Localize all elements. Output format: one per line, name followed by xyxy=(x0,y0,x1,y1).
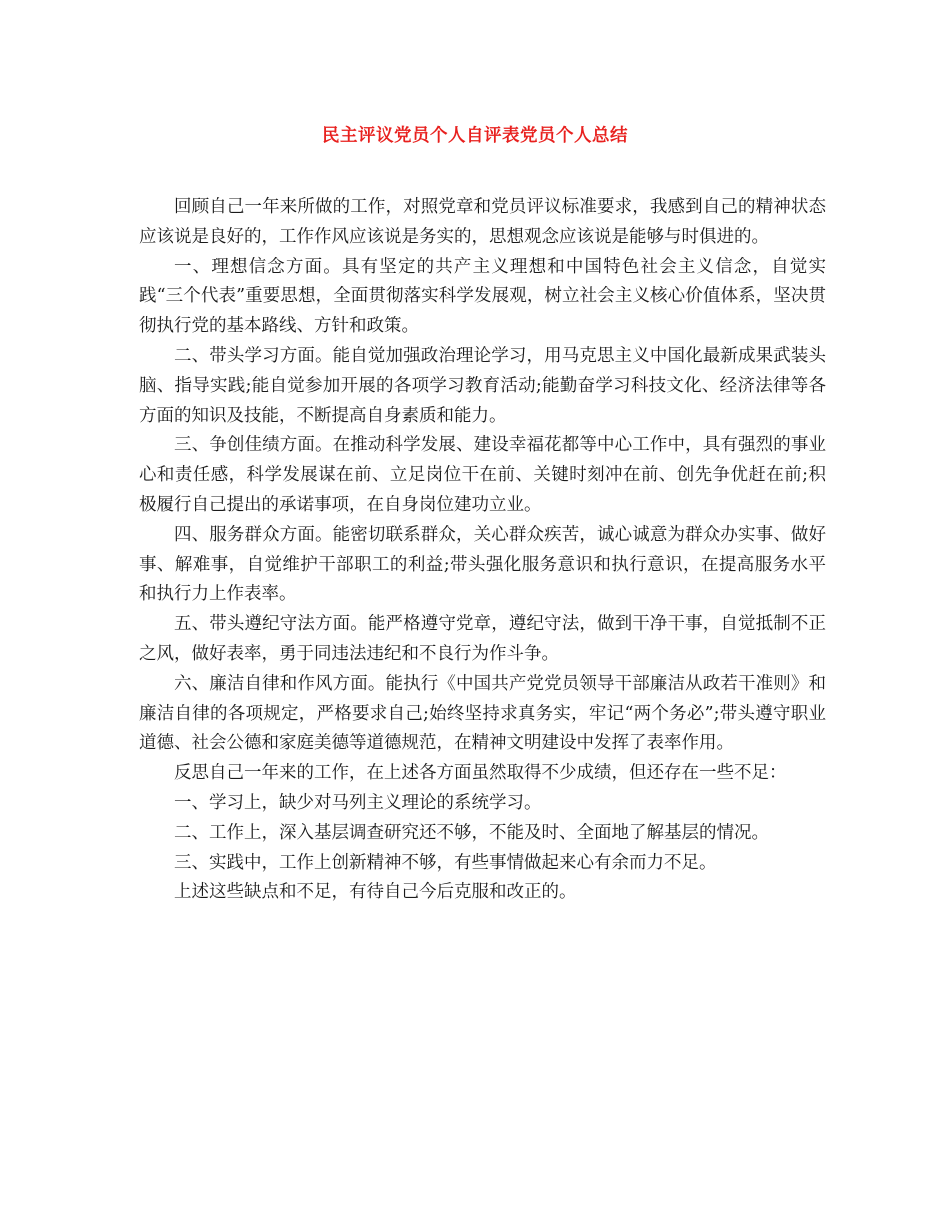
paragraph-intro: 回顾自己一年来所做的工作，对照党章和党员评议标准要求，我感到自己的精神状态应该说是良好的，工作作风应该说是务实的，思想观念应该说是能够与时俱进的。 xyxy=(139,197,826,247)
paragraph-shortcoming-study: 一、学习上，缺少对马列主义理论的系统学习。 xyxy=(174,792,542,813)
paragraph-reflection: 反思自己一年来的工作，在上述各方面虽然取得不少成绩，但还存在一些不足： xyxy=(174,763,787,784)
paragraph-service: 四、服务群众方面。能密切联系群众，关心群众疾苦，诚心诚意为群众办实事、做好事、解难事，自觉维护干部职工的利益;带头强化服务意识和执行意识，在提高服务水平和执行力上作表率。 xyxy=(139,524,826,605)
paragraph-shortcoming-work: 二、工作上，深入基层调查研究还不够，不能及时、全面地了解基层的情况。 xyxy=(174,822,769,843)
document-title: 民主评议党员个人自评表党员个人总结 xyxy=(322,126,628,146)
paragraph-discipline: 五、带头遵纪守法方面。能严格遵守党章，遵纪守法，做到干净干事，自觉抵制不正之风，做好表率，勇于同违法违纪和不良行为作斗争。 xyxy=(139,614,826,664)
document-body xyxy=(139,193,826,908)
paragraph-achievements: 三、争创佳绩方面。在推动科学发展、建设幸福花都等中心工作中，具有强烈的事业心和责任感，科学发展谋在前、立足岗位干在前、关键时刻冲在前、创先争优赶在前;积极履行自己提出的承诺事项，在自身岗位建功立业。 xyxy=(139,435,826,515)
paragraph-ideals: 一、理想信念方面。具有坚定的共产主义理想和中国特色社会主义信念，自觉实践“三个代表”重要思想，全面贯彻落实科学发展观，树立社会主义核心价值体系，坚决贯彻执行党的基本路线、方针和政策。 xyxy=(139,256,826,337)
paragraph-integrity: 六、廉洁自律和作风方面。能执行《中国共产党党员领导干部廉洁从政若干准则》和廉洁自律的各项规定，严格要求自己;始终坚持求真务实，牢记“两个务必”;带头遵守职业道德、社会公德和家庭美德等道德规范，在精神文明建设中发挥了表率作用。 xyxy=(139,673,826,754)
paragraph-study: 二、带头学习方面。能自觉加强政治理论学习，用马克思主义中国化最新成果武装头脑、指导实践;能自觉参加开展的各项学习教育活动;能勤奋学习科技文化、经济法律等各方面的知识及技能，不断提高自身素质和能力。 xyxy=(139,345,826,426)
paragraph-conclusion: 上述这些缺点和不足，有待自己今后克服和改正的。 xyxy=(174,882,577,903)
paragraph-shortcoming-practice: 三、实践中，工作上创新精神不够，有些事情做起来心有余而力不足。 xyxy=(174,852,717,873)
